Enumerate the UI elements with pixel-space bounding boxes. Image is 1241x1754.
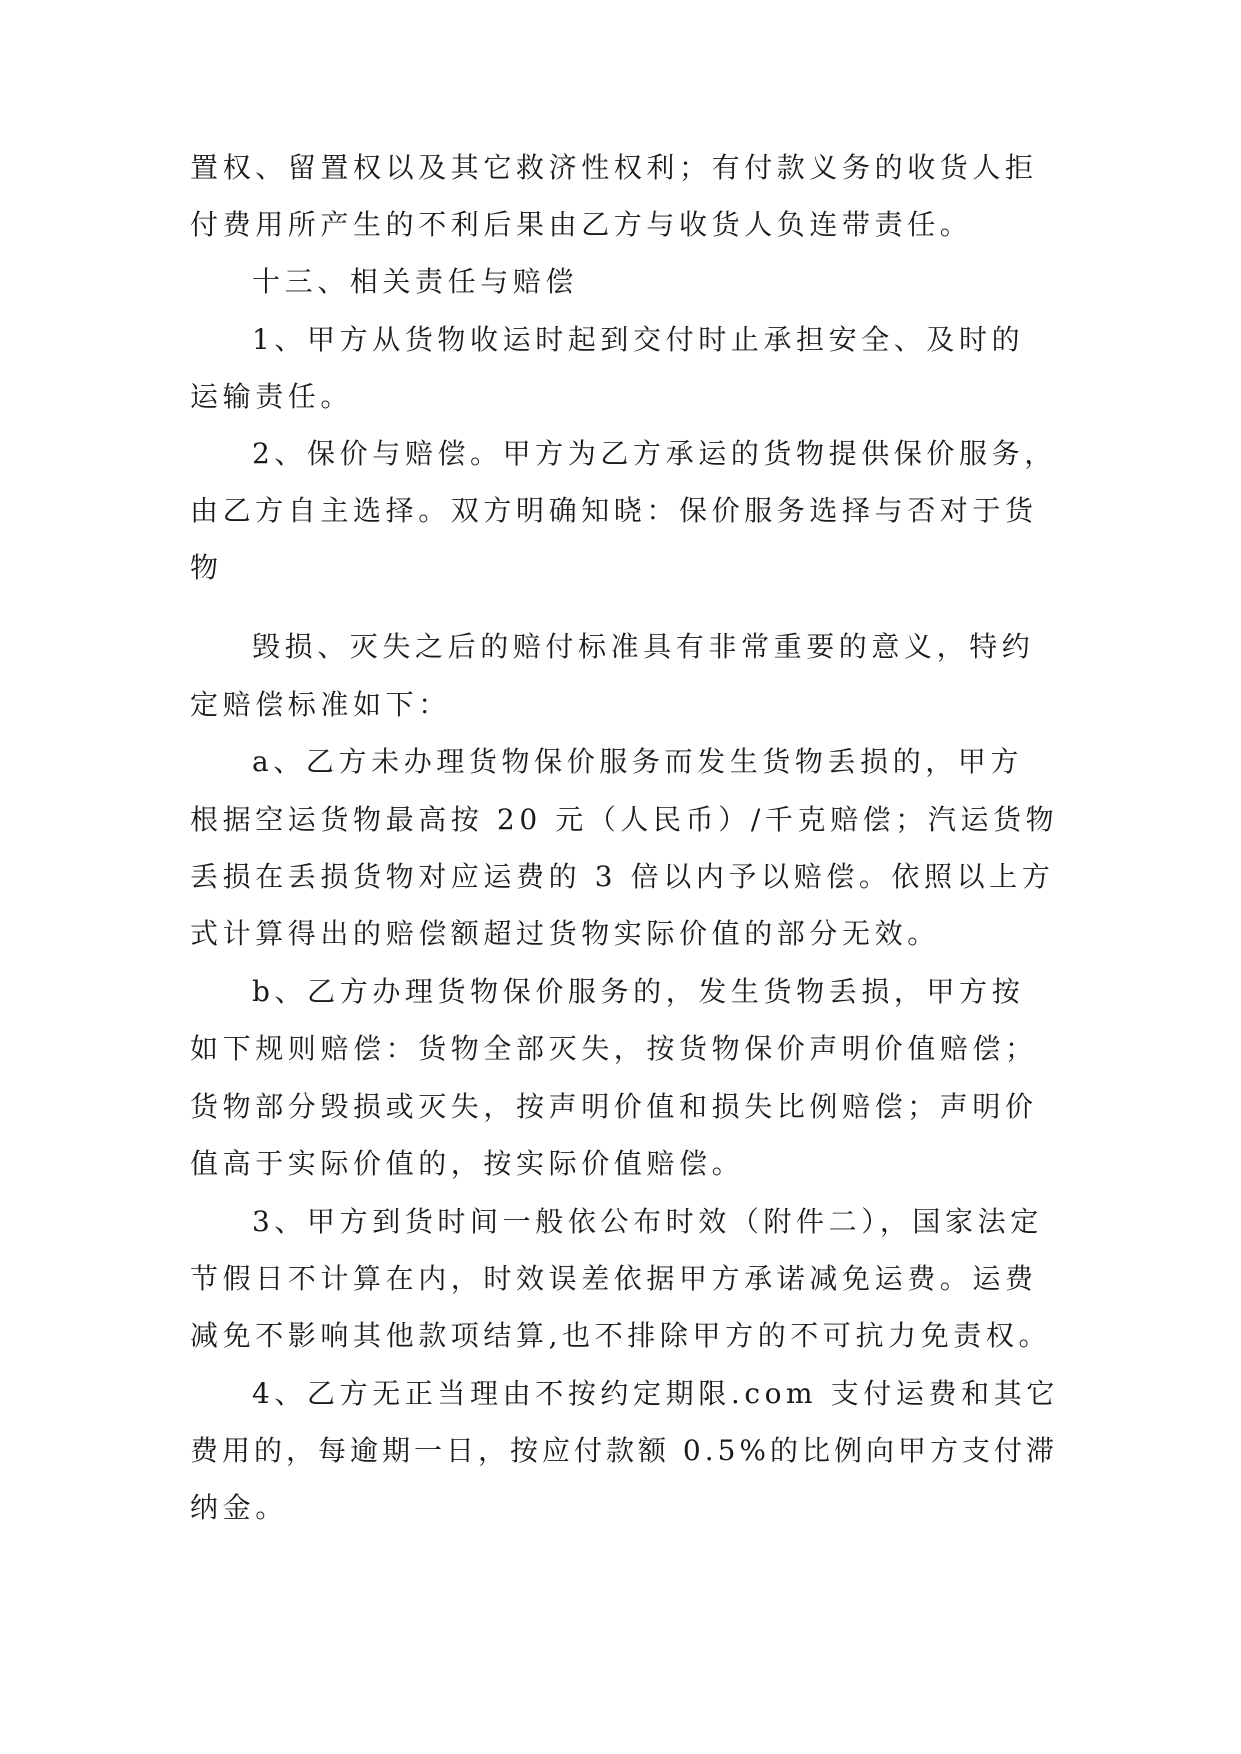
- text-line: 定赔偿标准如下：: [190, 688, 451, 721]
- text-line: 节假日不计算在内，时效误差依据甲方承诺减免运费。运费: [190, 1262, 1038, 1295]
- text-line: 如下规则赔偿：货物全部灭失，按货物保价声明价值赔偿；: [190, 1032, 1038, 1065]
- text-line: 费用的，每逾期一日，按应付款额 0.5%的比例向甲方支付滞: [190, 1434, 1059, 1467]
- text-line: 运输责任。: [190, 380, 354, 413]
- text-line: 减免不影响其他款项结算,也不排除甲方的不可抗力免责权。: [190, 1319, 1052, 1352]
- section-heading: 十三、相关责任与赔偿: [252, 265, 579, 298]
- text-line: 4、乙方无正当理由不按约定期限.com 支付运费和其它: [252, 1377, 1059, 1410]
- text-line: 2、保价与赔偿。甲方为乙方承运的货物提供保价服务，: [252, 437, 1057, 470]
- text-line: 付费用所产生的不利后果由乙方与收货人负连带责任。: [190, 208, 973, 241]
- text-line: a、乙方未办理货物保价服务而发生货物丢损的，甲方: [252, 745, 1024, 778]
- text-line: 1、甲方从货物收运时起到交付时止承担安全、及时的: [252, 323, 1025, 356]
- text-line: 由乙方自主选择。双方明确知晓：保价服务选择与否对于货: [190, 494, 1038, 527]
- text-line: 置权、留置权以及其它救济性权利；有付款义务的收货人拒: [190, 151, 1038, 184]
- text-line: 式计算得出的赔偿额超过货物实际价值的部分无效。: [190, 917, 940, 950]
- text-line: 纳金。: [190, 1491, 288, 1524]
- text-line: 值高于实际价值的，按实际价值赔偿。: [190, 1147, 745, 1180]
- text-line: 根据空运货物最高按 20 元（人民币）/千克赔偿；汽运货物: [190, 803, 1059, 836]
- text-line: 毁损、灭失之后的赔付标准具有非常重要的意义，特约: [252, 630, 1035, 663]
- text-line: 物: [190, 551, 223, 584]
- text-line: b、乙方办理货物保价服务的，发生货物丢损，甲方按: [252, 975, 1025, 1008]
- text-line: 3、甲方到货时间一般依公布时效（附件二），国家法定: [252, 1205, 1043, 1238]
- text-line: 货物部分毁损或灭失，按声明价值和损失比例赔偿；声明价: [190, 1090, 1038, 1123]
- text-line: 丢损在丢损货物对应运费的 3 倍以内予以赔偿。依照以上方: [190, 860, 1055, 893]
